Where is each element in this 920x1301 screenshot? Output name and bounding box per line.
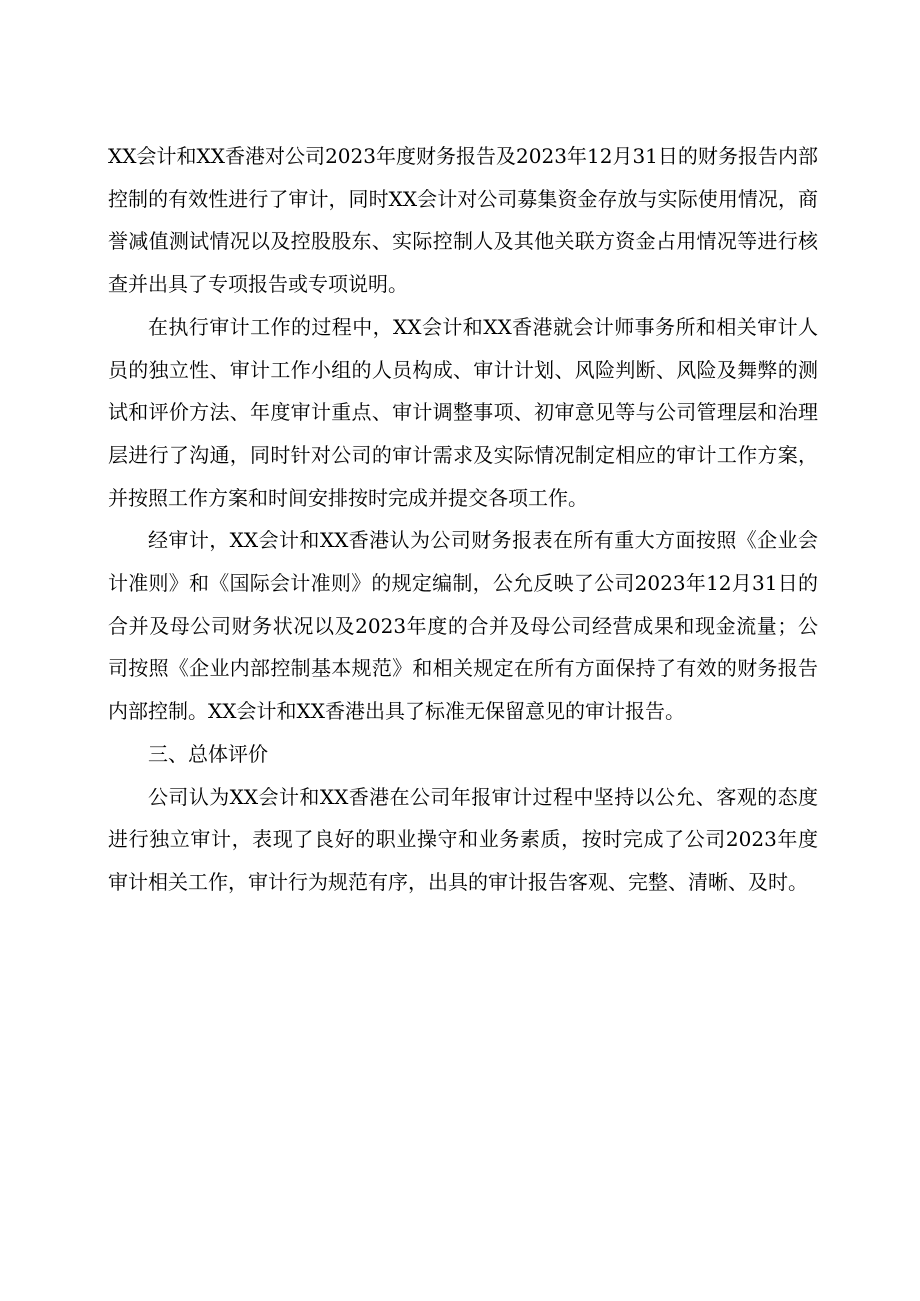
paragraph-audit-scope: XX会计和XX香港对公司2023年度财务报告及2023年12月31日的财务报告内部控制的有效性进行了审计，同时XX会计对公司募集资金存放与实际使用情况，商誉减值测试情况以及控股股东、实际控制人及其他关联方资金占用情况等进行核查并出具了专项报告或专项说明。 (108, 144, 818, 297)
document-page (108, 135, 818, 904)
section-heading-overall-evaluation: 三、总体评价 (148, 741, 268, 766)
paragraph-audit-opinion: 经审计，XX会计和XX香港认为公司财务报表在所有重大方面按照《企业会计准则》和《国际会计准则》的规定编制，公允反映了公司2023年12月31日的合并及母公司财务状况以及2023年度的合并及母公司经营成果和现金流量；公司按照《企业内部控制基本规范》和相关规定在所有方面保持了有效的财务报告内部控制。XX会计和XX香港出具了标准无保留意见的审计报告。 (108, 528, 818, 724)
paragraph-audit-process: 在执行审计工作的过程中，XX会计和XX香港就会计师事务所和相关审计人员的独立性、审计工作小组的人员构成、审计计划、风险判断、风险及舞弊的测试和评价方法、年度审计重点、审计调整事项、初审意见等与公司管理层和治理层进行了沟通，同时针对公司的审计需求及实际情况制定相应的审计工作方案，并按照工作方案和时间安排按时完成并提交各项工作。 (108, 314, 818, 510)
paragraph-overall-evaluation: 公司认为XX会计和XX香港在公司年报审计过程中坚持以公允、客观的态度进行独立审计，表现了良好的职业操守和业务素质，按时完成了公司2023年度审计相关工作，审计行为规范有序，出具的审计报告客观、完整、清晰、及时。 (108, 784, 818, 894)
